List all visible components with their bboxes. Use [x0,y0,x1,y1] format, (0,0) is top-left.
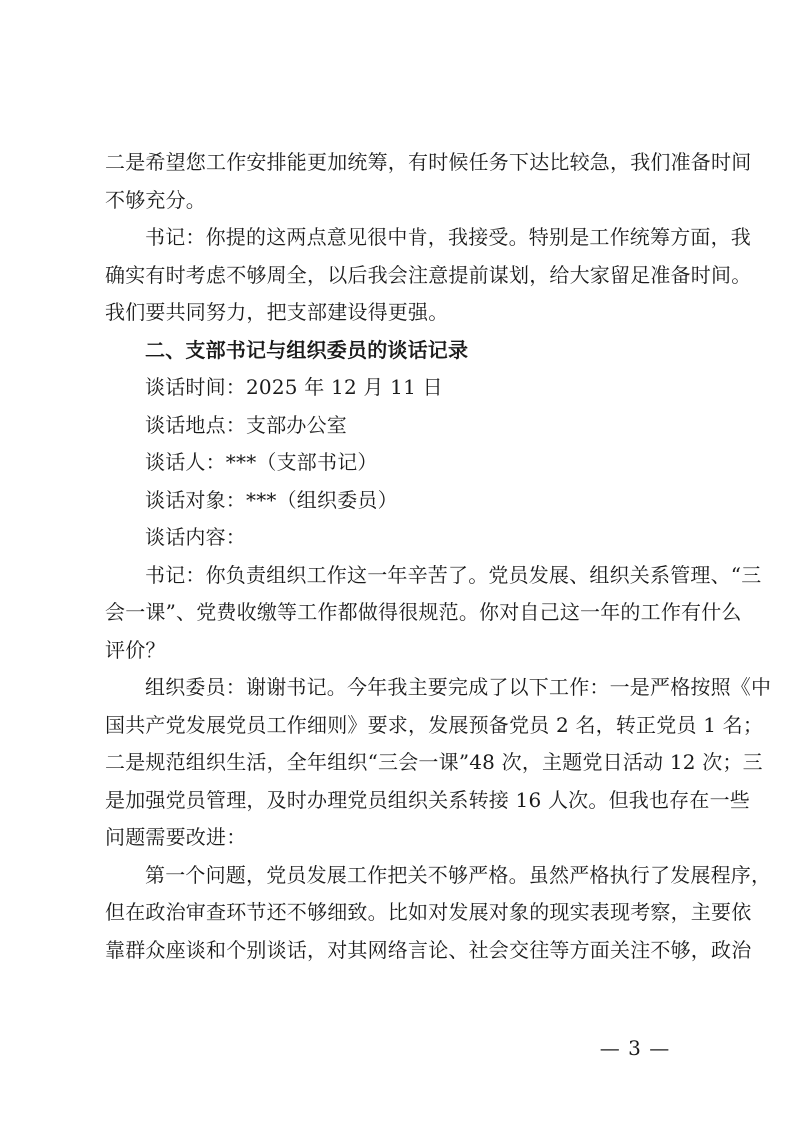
body-line: 组织委员：谢谢书记。今年我主要完成了以下工作：一是严格按照《中 [145,675,772,699]
body-line: 二是希望您工作安排能更加统筹，有时候任务下达比较急，我们准备时间 [105,150,752,174]
meta-line-content: 谈话内容： [145,525,246,549]
body-line: 书记：你负责组织工作这一年辛苦了。党员发展、组织关系管理、“三 [145,562,762,587]
body-line: 会一课”、党费收缴等工作都做得很规范。你对自己这一年的工作有什么 [105,600,742,624]
body-line: 但在政治审查环节还不够细致。比如对发展对象的现实表现考察，主要依 [105,900,752,924]
body-line: 评价？ [105,637,166,662]
meta-line-speaker: 谈话人：***（支部书记） [145,450,378,474]
document-body [105,144,772,969]
body-line: 我们要共同努力，把支部建设得更强。 [105,300,449,324]
section-heading: 二、支部书记与组织委员的谈话记录 [145,337,469,362]
meta-line-time: 谈话时间：2025 年 12 月 11 日 [145,375,443,399]
body-line: 靠群众座谈和个别谈话，对其网络言论、社会交往等方面关注不够，政治 [105,937,752,962]
body-line: 是加强党员管理，及时办理党员组织关系转接 16 人次。但我也存在一些 [105,787,750,812]
body-line: 不够充分。 [105,187,206,212]
body-line: 国共产党发展党员工作细则》要求，发展预备党员 2 名，转正党员 1 名； [105,712,764,737]
body-line: 问题需要改进： [105,825,247,849]
body-line: 二是规范组织生活，全年组织“三会一课”48 次，主题党日活动 12 次；三 [105,750,763,774]
page-number: — 3 — [599,1036,671,1060]
body-line: 书记：你提的这两点意见很中肯，我接受。特别是工作统筹方面，我 [145,225,751,249]
body-line: 确实有时考虑不够周全，以后我会注意提前谋划，给大家留足准备时间。 [105,262,752,287]
meta-line-target: 谈话对象：***（组织委员） [145,487,398,512]
meta-line-place: 谈话地点：支部办公室 [145,412,347,437]
body-line: 第一个问题，党员发展工作把关不够严格。虽然严格执行了发展程序， [145,862,772,887]
